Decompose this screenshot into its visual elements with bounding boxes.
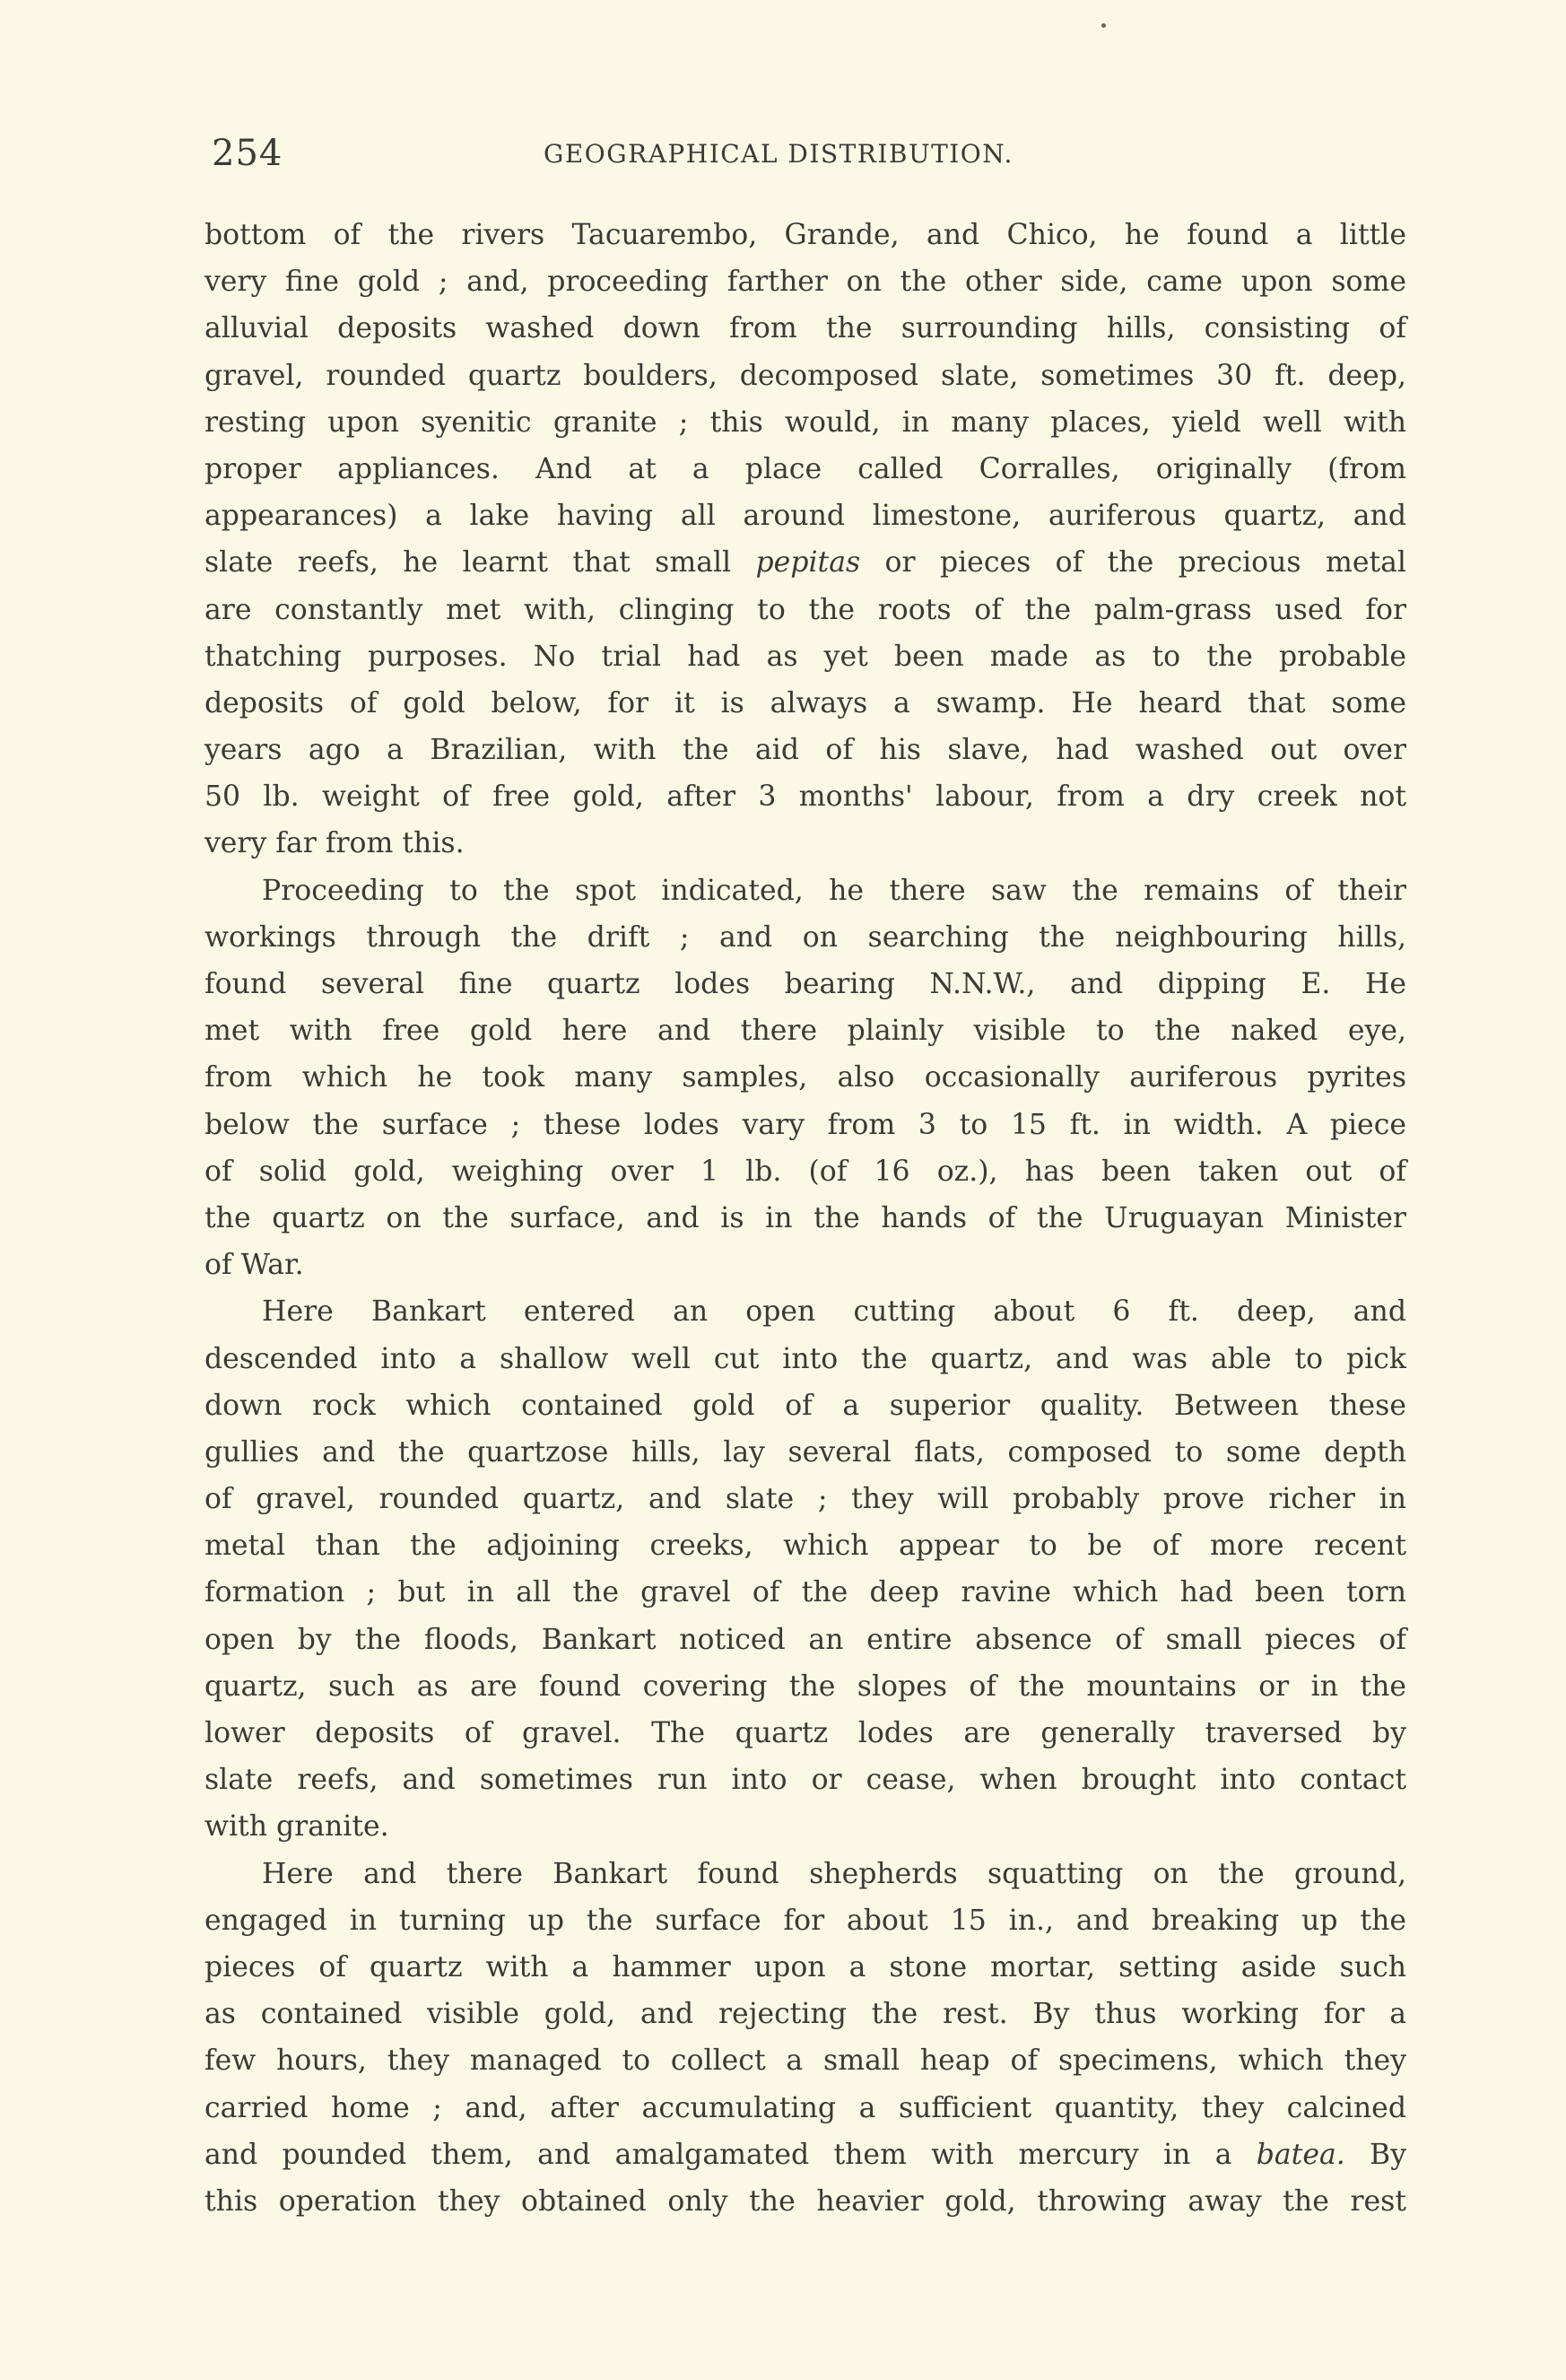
paragraph — [204, 1288, 1406, 1850]
text-segment: metal than the adjoining creeks, which appear to be of more recent — [204, 1530, 1406, 1563]
body-text — [204, 212, 1406, 2225]
text-segment: formation ; but in all the gravel of the deep ravine which had been torn — [204, 1576, 1406, 1609]
page-number: 254 — [212, 133, 283, 174]
text-line — [204, 914, 1406, 961]
text-line — [204, 1757, 1406, 1803]
text-line — [204, 680, 1406, 727]
text-line — [204, 1007, 1406, 1054]
text-line — [204, 587, 1406, 633]
text-segment: appearances) a lake having all around limestone, auriferous quartz, and — [204, 500, 1406, 533]
text-line — [204, 773, 1406, 820]
text-segment: gullies and the quartzose hills, lay several flats, composed to some depth — [204, 1435, 1406, 1469]
text-segment: of gravel, rounded quartz, and slate ; they will probably prove richer in — [204, 1483, 1406, 1516]
text-line — [204, 1569, 1406, 1616]
text-line — [204, 446, 1406, 493]
text-line — [204, 539, 1406, 586]
text-line — [204, 1991, 1406, 2037]
text-line — [204, 399, 1406, 446]
text-segment: of solid gold, weighing over 1 lb. (of 16 oz.), has been taken out of — [204, 1155, 1406, 1188]
text-segment: and pounded them, and amalgamated them with mercury in a — [204, 2138, 1257, 2171]
text-segment: down rock which contained gold of a superior quality. Between these — [204, 1389, 1406, 1422]
text-segment: 50 lb. weight of free gold, after 3 months' labour, from a dry creek not — [204, 780, 1406, 814]
text-segment: with granite. — [204, 1810, 389, 1844]
text-segment: lower deposits of gravel. The quartz lodes are generally traversed by — [204, 1717, 1406, 1749]
text-segment: deposits of gold below, for it is always a swamp. He heard that some — [204, 686, 1406, 719]
text-line — [204, 2178, 1406, 2225]
text-segment: Here and there Bankart found shepherds squatting on the ground, — [262, 1857, 1406, 1890]
text-line — [204, 1897, 1406, 1944]
paragraph — [204, 867, 1406, 1289]
text-line — [204, 727, 1406, 773]
text-line — [204, 1102, 1406, 1148]
text-line — [204, 867, 1406, 914]
text-line — [204, 1710, 1406, 1757]
text-line — [204, 2085, 1406, 2132]
text-line — [204, 1617, 1406, 1663]
text-segment: or pieces of the precious metal — [860, 546, 1406, 580]
text-line — [204, 305, 1406, 352]
text-line — [204, 820, 1406, 867]
text-line — [204, 1382, 1406, 1429]
text-line — [204, 1803, 1406, 1850]
text-line — [204, 1242, 1406, 1288]
text-segment: carried home ; and, after accumulating a sufficient quantity, they calcined — [204, 2091, 1406, 2124]
text-segment: from which he took many samples, also occasionally auriferous pyrites — [204, 1061, 1406, 1094]
text-segment: slate reefs, and sometimes run into or cease, when brought into contact — [204, 1764, 1406, 1797]
text-segment: By — [1344, 2138, 1406, 2171]
text-line — [204, 1944, 1406, 1991]
text-segment: Here Bankart entered an open cutting about 6 ft. deep, and — [262, 1295, 1406, 1329]
paragraph — [204, 1851, 1406, 2226]
text-segment: as contained visible gold, and rejecting the rest. By thus working for a — [204, 1998, 1406, 2031]
italic-text: batea. — [1256, 2138, 1345, 2171]
text-segment: quartz, such as are found covering the slopes of the mountains or in the — [204, 1669, 1406, 1703]
text-line — [204, 212, 1406, 258]
text-segment: few hours, they managed to collect a small heap of specimens, which they — [204, 2044, 1406, 2078]
text-segment: gravel, rounded quartz boulders, decomposed slate, sometimes 30 ft. deep, — [204, 359, 1406, 392]
text-segment: bottom of the rivers Tacuarembo, Grande, and Chico, he found a little — [204, 219, 1406, 251]
text-segment: the quartz on the surface, and is in the hands of the Uruguayan Minister — [204, 1201, 1406, 1234]
text-segment: thatching purposes. No trial had as yet been made as to the probable — [204, 640, 1406, 673]
text-segment: resting upon syenitic granite ; this would, in many places, yield well with — [204, 405, 1406, 439]
text-segment: descended into a shallow well cut into the quartz, and was able to pick — [204, 1342, 1406, 1375]
text-line — [204, 633, 1406, 680]
text-segment: below the surface ; these lodes vary from 3 to 15 ft. in width. A piece — [204, 1108, 1406, 1141]
text-segment: alluvial deposits washed down from the surrounding hills, consisting of — [204, 312, 1406, 345]
text-line — [204, 1336, 1406, 1382]
text-line — [204, 2037, 1406, 2084]
italic-text: pepitas — [755, 546, 861, 580]
text-line — [204, 1476, 1406, 1522]
page-speck — [1101, 23, 1106, 28]
text-segment: of War. — [204, 1249, 304, 1282]
text-segment: found several fine quartz lodes bearing N.N.W., and dipping E. He — [204, 968, 1406, 1000]
text-line — [204, 1663, 1406, 1710]
text-segment: workings through the drift ; and on searching the neighbouring hills, — [204, 920, 1406, 954]
text-segment: proper appliances. And at a place called Corralles, originally (from — [204, 452, 1406, 485]
text-line — [204, 1054, 1406, 1101]
text-line — [204, 2132, 1406, 2178]
text-segment: engaged in turning up the surface for about 15 in., and breaking up the — [204, 1904, 1406, 1937]
text-segment: slate reefs, he learnt that small — [204, 546, 756, 580]
text-segment: met with free gold here and there plainly visible to the naked eye, — [204, 1015, 1406, 1048]
text-line — [204, 1851, 1406, 1897]
text-segment: open by the floods, Bankart noticed an entire absence of small pieces of — [204, 1623, 1406, 1656]
text-line — [204, 1429, 1406, 1476]
text-segment: are constantly met with, clinging to the roots of the palm-grass used for — [204, 593, 1406, 626]
text-line — [204, 353, 1406, 399]
text-segment: Proceeding to the spot indicated, he there saw the remains of their — [262, 874, 1406, 907]
text-line — [204, 1148, 1406, 1195]
text-segment: very fine gold ; and, proceeding farther on the other side, came upon some — [204, 266, 1406, 299]
text-line — [204, 961, 1406, 1007]
text-line — [204, 1195, 1406, 1242]
running-title: GEOGRAPHICAL DISTRIBUTION. — [544, 139, 1014, 169]
text-line — [204, 1522, 1406, 1569]
text-line — [204, 258, 1406, 305]
text-segment: this operation they obtained only the heavier gold, throwing away the rest — [204, 2184, 1406, 2218]
text-line — [204, 1288, 1406, 1335]
text-line — [204, 493, 1406, 539]
text-segment: very far from this. — [204, 827, 465, 860]
text-segment: years ago a Brazilian, with the aid of his slave, had washed out over — [204, 734, 1406, 767]
text-segment: pieces of quartz with a hammer upon a stone mortar, setting aside such — [204, 1950, 1406, 1983]
paragraph — [204, 212, 1406, 867]
